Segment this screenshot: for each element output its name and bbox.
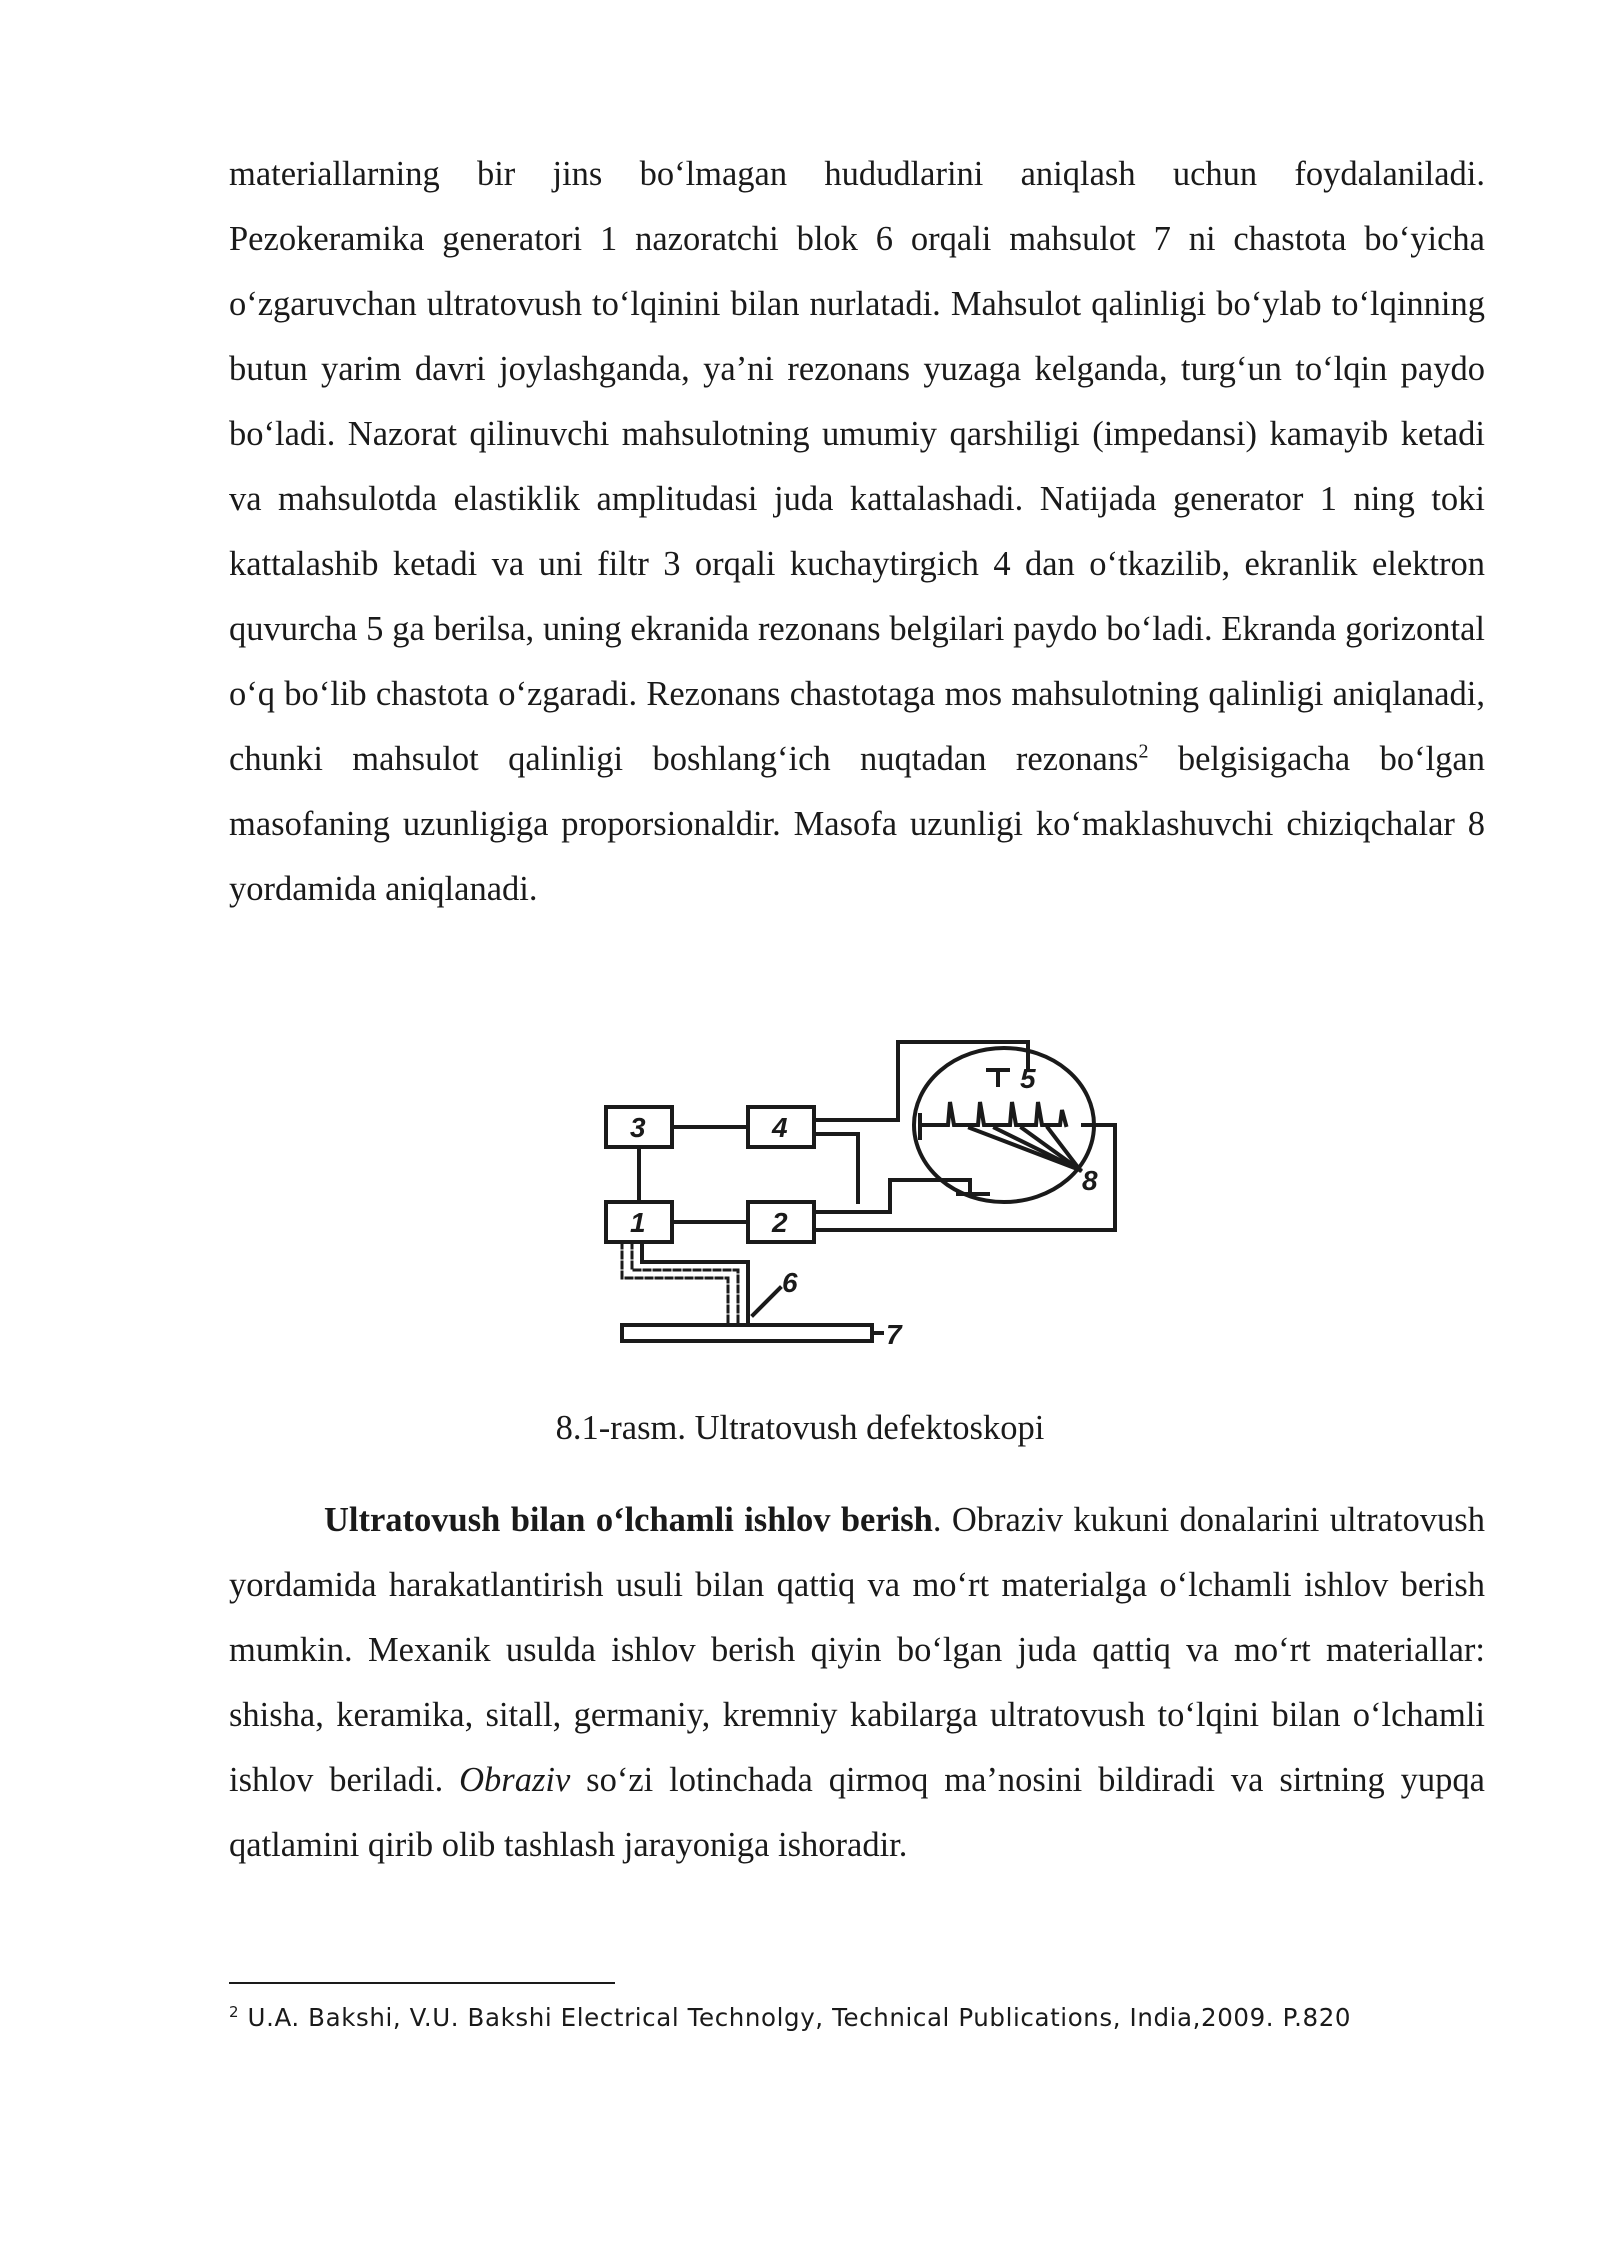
paragraph-2-text-end: so‘zi lotinchada qirmoq ma’nosini bildiradi va sirtning yupqa qatlamini qirib olib tashlash jarayoniga ishoradir. [229, 1761, 1485, 1864]
label-block-4: 4 [772, 1112, 788, 1143]
italic-term: Obraziv [459, 1761, 571, 1799]
label-block-2: 2 [772, 1207, 788, 1238]
label-product-7: 7 [886, 1319, 902, 1350]
defectoscope-diagram [590, 1030, 1130, 1360]
body-paragraph [229, 142, 1485, 922]
section-heading-inline: Ultratovush bilan o‘lchamli ishlov berish [324, 1501, 933, 1539]
label-tube-5: 5 [1020, 1063, 1036, 1094]
body-paragraph-2 [229, 1488, 1485, 1878]
paragraph-2-body [229, 1488, 1485, 1878]
footnote-text: U.A. Bakshi, V.U. Bakshi Electrical Technolgy, Technical Publications, India,2009. P.820 [247, 2003, 1352, 2032]
label-lines-8: 8 [1082, 1165, 1098, 1196]
footnote [229, 1998, 1529, 2038]
paragraph-text: materiallarning bir jins bo‘lmagan hududlarini aniqlash uchun foydalaniladi. Pezokeramika generatori 1 nazoratchi blok 6 orqali mahsulot 7 ni chastota bo‘yicha o‘zgaruvchan ultratovush to‘lqinini bilan nurlatadi. Mahsulot qalinligi bo‘ylab to‘lqinning butun yarim davri joylashganda, ya’ni rezonans yuzaga kelganda, turg‘un to‘lqin paydo bo‘ladi. Nazorat qilinuvchi mahsulotning umumiy qarshiligi (impedansi) kamayib ketadi va mahsulotda elastiklik amplitudasi juda kattalashadi. Natijada generator 1 ning toki kattalashib ketadi va uni filtr 3 orqali kuchaytirgich 4 dan o‘tkazilib, ekranlik elektron quvurcha 5 ga berilsa, uning ekranida rezonans belgilari paydo bo‘ladi. Ekranda gorizontal o‘q bo‘lib chastota o‘zgaradi. Rezonans chastotaga mos mahsulotning qalinligi aniqlanadi, chunki mahsulot qalinligi boshlang‘ich nuqtadan rezonans [229, 155, 1485, 778]
paragraph-text-continued: belgisigacha bo‘lgan masofaning uzunligiga proporsionaldir. Masofa uzunligi ko‘maklashuvchi chiziqchalar 8 yordamida aniqlanadi. [229, 740, 1485, 908]
paragraph-2-text: . Obraziv kukuni donalarini ultratovush yordamida harakatlantirish usuli bilan qattiq va mo‘rt materialga o‘lchamli ishlov berish mumkin. Mexanik usulda ishlov berish qiyin bo‘lgan juda qattiq va mo‘rt materiallar: shisha, keramika, sitall, germaniy, kremniy kabilarga ultratovush to‘lqini bilan o‘lchamli ishlov beriladi. [229, 1501, 1485, 1799]
figure-caption: 8.1-rasm. Ultratovush defektoskopi [555, 1409, 1045, 1447]
footnote-separator [229, 1982, 615, 1984]
product-7-plate [622, 1325, 872, 1341]
footnote-reference[interactable]: 2 [1138, 740, 1149, 763]
label-block-1: 1 [630, 1207, 646, 1238]
label-sensor-6: 6 [782, 1267, 798, 1298]
label-block-3: 3 [630, 1112, 646, 1143]
footnote-mark: 2 [229, 2002, 240, 2021]
diagram-svg [590, 1030, 1130, 1360]
